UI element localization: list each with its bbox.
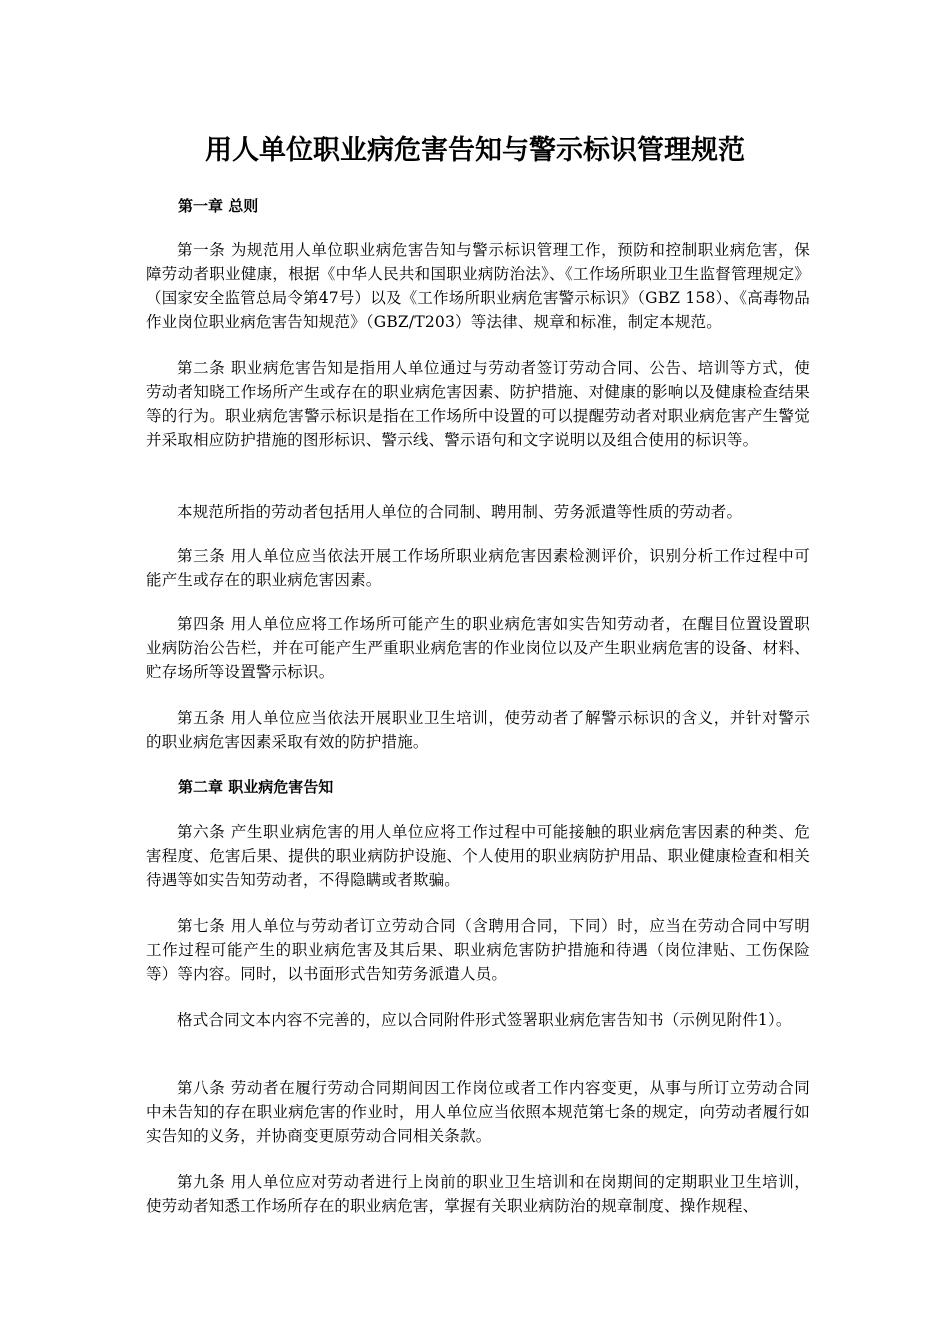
paragraph-article-4: 第四条 用人单位应将工作场所可能产生的职业病危害如实告知劳动者，在醒目位置设置职业病防治公告栏，并在可能产生严重职业病危害的作业岗位以及产生职业病危害的设备、材料、贮存场所等设置警示标识。 [146,615,810,681]
paragraph-article-9: 第九条 用人单位应对劳动者进行上岗前的职业卫生培训和在岗期间的定期职业卫生培训，使劳动者知悉工作场所存在的职业病危害，掌握有关职业病防治的规章制度、操作规程、 [146,1173,810,1215]
paragraph-article-7: 第七条 用人单位与劳动者订立劳动合同（含聘用合同，下同）时，应当在劳动合同中写明工作过程可能产生的职业病危害及其后果、职业病危害防护措施和待遇（岗位津贴、工伤保险等）等内容。同时，以书面形式告知劳务派遣人员。 [146,917,810,983]
paragraph-article-5: 第五条 用人单位应当依法开展职业卫生培训，使劳动者了解警示标识的含义，并针对警示的职业病危害因素采取有效的防护措施。 [146,709,810,751]
paragraph-contract-note: 格式合同文本内容不完善的，应以合同附件形式签署职业病危害告知书（示例见附件1）。 [177,1011,792,1029]
chapter-heading-2: 第二章 职业病危害告知 [178,778,334,796]
paragraph-scope-note: 本规范所指的劳动者包括用人单位的合同制、聘用制、劳务派遣等性质的劳动者。 [177,503,743,521]
chapter-heading-1: 第一章 总则 [178,197,259,215]
paragraph-article-1: 第一条 为规范用人单位职业病危害告知与警示标识管理工作，预防和控制职业病危害，保障劳动者职业健康，根据《中华人民共和国职业病防治法》、《工作场所职业卫生监督管理规定》（国家安全监管总局令第47号）以及《工作场所职业病危害警示标识》（GBZ 158）、《高毒物品作业岗位职业病危害告知规范》（GBZ/T203）等法律、规章和标准，制定本规范。 [146,241,810,331]
paragraph-article-2: 第二条 职业病危害告知是指用人单位通过与劳动者签订劳动合同、公告、培训等方式，使劳动者知晓工作场所产生或存在的职业病危害因素、防护措施、对健康的影响以及健康检查结果等的行为。职业病危害警示标识是指在工作场所中设置的可以提醒劳动者对职业病危害产生警觉并采取相应防护措施的图形标识、警示线、警示语句和文字说明以及组合使用的标识等。 [146,359,810,449]
paragraph-article-3: 第三条 用人单位应当依法开展工作场所职业病危害因素检测评价，识别分析工作过程中可能产生或存在的职业病危害因素。 [146,547,810,589]
document-title: 用人单位职业病危害告知与警示标识管理规范 [205,135,745,166]
paragraph-article-6: 第六条 产生职业病危害的用人单位应将工作过程中可能接触的职业病危害因素的种类、危害程度、危害后果、提供的职业病防护设施、个人使用的职业病防护用品、职业健康检查和相关待遇等如实告知劳动者，不得隐瞒或者欺骗。 [146,823,810,889]
paragraph-article-8: 第八条 劳动者在履行劳动合同期间因工作岗位或者工作内容变更，从事与所订立劳动合同中未告知的存在职业病危害的作业时，用人单位应当依照本规范第七条的规定，向劳动者履行如实告知的义务，并协商变更原劳动合同相关条款。 [146,1079,810,1145]
